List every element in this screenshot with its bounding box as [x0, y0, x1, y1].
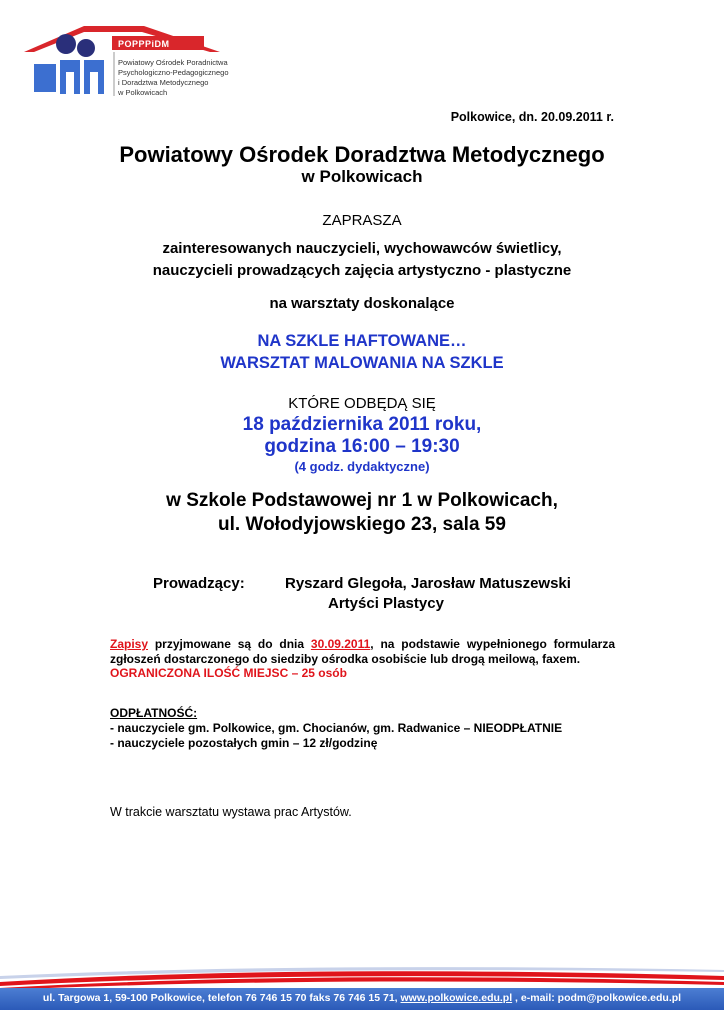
event-address: ul. Wołodyjowskiego 23, sala 59: [218, 514, 506, 535]
places-limit: OGRANICZONA ILOŚĆ MIEJSC – 25 osób: [110, 666, 347, 680]
registration-word: Zapisy: [110, 637, 149, 651]
logo-caption: [118, 58, 229, 98]
footer-contact: [0, 992, 724, 1004]
registration-deadline: 30.09.2011: [310, 637, 371, 651]
fees-title: ODPŁATNOŚĆ:: [110, 706, 198, 720]
exhibition-note: W trakcie warsztatu wystawa prac Artystów.: [110, 805, 352, 819]
event-date: 18 października 2011 roku,: [242, 414, 482, 435]
logo-line: Psychologiczno-Pedagogicznego: [118, 68, 229, 77]
page-subtitle: w Polkowicach: [301, 167, 423, 186]
leaders-label: Prowadzący:: [153, 575, 245, 592]
registration-text: przyjmowane są do dnia: [148, 637, 311, 651]
workshop-name: NA SZKLE HAFTOWANE…: [257, 332, 467, 350]
leaders-names: Ryszard Glegoła, Jarosław Matuszewski: [285, 575, 571, 592]
logo-line: Powiatowy Ośrodek Poradnictwa: [118, 58, 228, 67]
footer-swoosh: [0, 962, 724, 990]
invites-text: ZAPRASZA: [322, 212, 402, 229]
logo-line: w Polkowicach: [118, 88, 168, 97]
registration-info: [110, 637, 615, 667]
registration-text: , na podstawie wypełnionego formularza zgłoszeń dostarczonego do siedziby ośrodka osobiście lub drogą meilową, faxem.: [110, 637, 615, 666]
page-title: Powiatowy Ośrodek Doradztwa Metodycznego: [119, 142, 605, 167]
event-intro: KTÓRE ODBĘDĄ SIĘ: [288, 395, 436, 412]
fee-line: - nauczyciele pozostałych gmin – 12 zł/godzinę: [110, 736, 378, 750]
audience-line: nauczycieli prowadzących zajęcia artystyczno - plastyczne: [152, 262, 572, 279]
audience-line: zainteresowanych nauczycieli, wychowawców świetlicy,: [162, 240, 562, 257]
logo-line: i Doradztwa Metodycznego: [118, 78, 209, 87]
didactic-hours: (4 godz. dydaktyczne): [294, 459, 430, 474]
document-date: Polkowice, dn. 20.09.2011 r.: [450, 110, 614, 124]
workshop-name: WARSZTAT MALOWANIA NA SZKLE: [220, 354, 504, 372]
workshop-intro: na warsztaty doskonalące: [269, 295, 455, 312]
event-hours: godzina 16:00 – 19:30: [264, 436, 460, 457]
footer-website-link[interactable]: www.polkowice.edu.pl: [400, 992, 513, 1004]
logo-acronym: POPPPiDM: [118, 39, 170, 49]
leaders-role: Artyści Plastycy: [328, 595, 444, 612]
event-venue: w Szkole Podstawowej nr 1 w Polkowicach,: [166, 490, 558, 511]
footer-email[interactable]: , e-mail: podm@polkowice.edu.pl: [512, 992, 682, 1004]
fee-line: - nauczyciele gm. Polkowice, gm. Chocianów, gm. Radwanice – NIEODPŁATNIE: [110, 721, 563, 735]
footer-address: ul. Targowa 1, 59-100 Polkowice, telefon 76 746 15 70 faks 76 746 15 71,: [42, 992, 401, 1004]
